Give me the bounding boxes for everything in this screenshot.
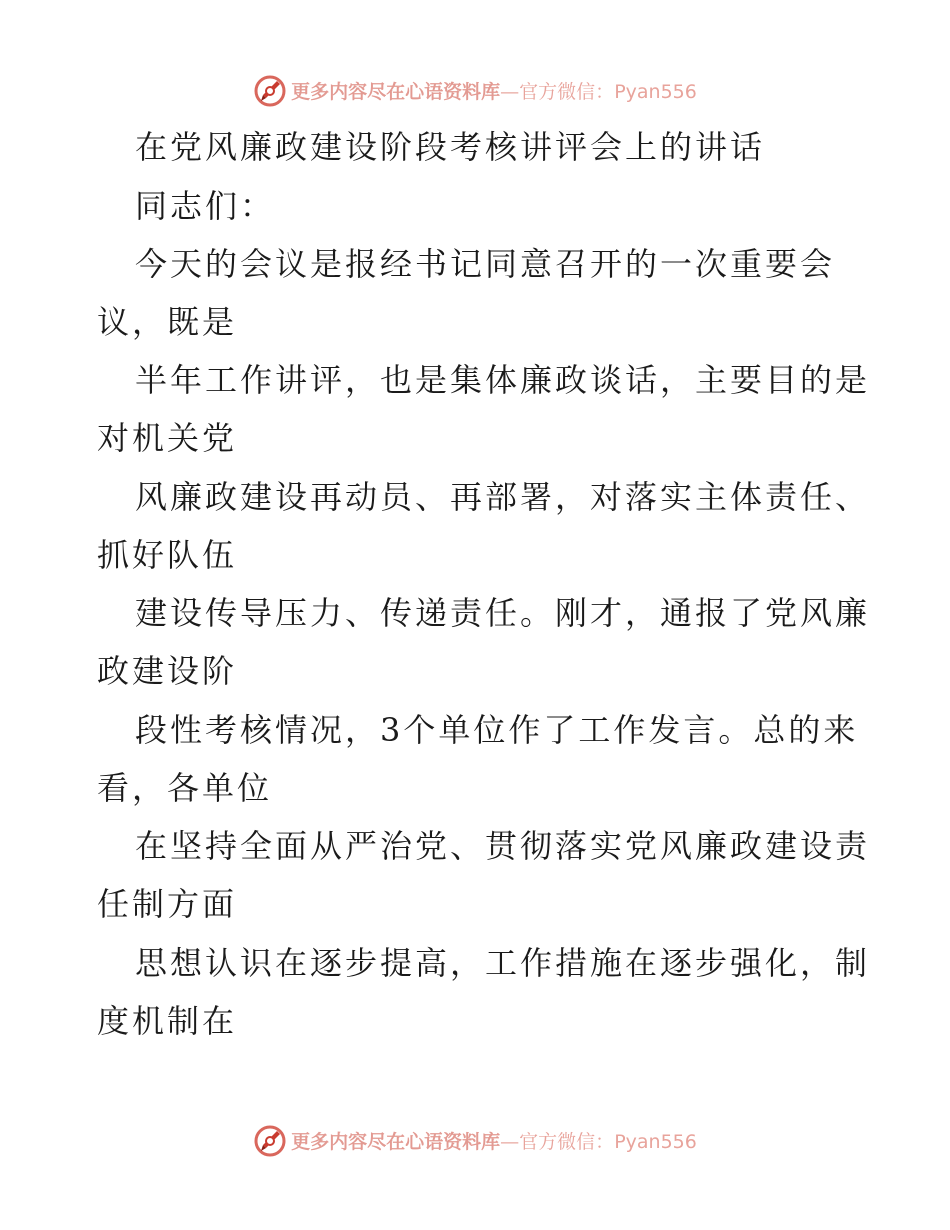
paragraph-line: 看，各单位 [97,769,273,807]
paragraph-line: 思想认识在逐步提高，工作措施在逐步强化，制 [135,944,871,982]
paragraph-line: 半年工作讲评，也是集体廉政谈话，主要目的是 [135,361,871,399]
paragraph-line: 议，既是 [97,303,238,341]
watermark-official-label: 官方微信： [519,1130,615,1153]
watermark-dash: — [500,1130,520,1153]
paragraph-line: 段性考核情况，3个单位作了工作发言。总的来 [135,711,859,749]
paragraph-line: 建设传导压力、传递责任。刚才，通报了党风廉 [135,594,871,632]
watermark-brand: 更多内容尽在心语资料库 [291,1130,501,1153]
paragraph-line: 对机关党 [97,419,238,457]
paragraph-line: 今天的会议是报经书记同意召开的一次重要会 [135,245,836,283]
watermark-official-label: 官方微信： [519,80,615,103]
paragraph-line: 任制方面 [97,885,238,923]
paragraph-line: 度机制在 [97,1002,238,1040]
paragraph-line: 在坚持全面从严治党、贯彻落实党风廉政建设责 [135,827,871,865]
watermark-dash: — [500,80,520,103]
watermark-brand: 更多内容尽在心语资料库 [291,80,501,103]
document-title: 在党风廉政建设阶段考核讲评会上的讲话 [135,128,766,166]
quill-pen-logo-icon [253,1123,287,1157]
paragraph-line: 抓好队伍 [97,536,238,574]
paragraph-line: 政建设阶 [97,652,238,690]
document-salutation: 同志们： [135,187,276,225]
footer-watermark [0,1120,950,1160]
paragraph-line: 风廉政建设再动员、再部署，对落实主体责任、 [135,478,871,516]
watermark-wechat-id: Pyan556 [614,1130,697,1153]
watermark-wechat-id: Pyan556 [614,80,697,103]
